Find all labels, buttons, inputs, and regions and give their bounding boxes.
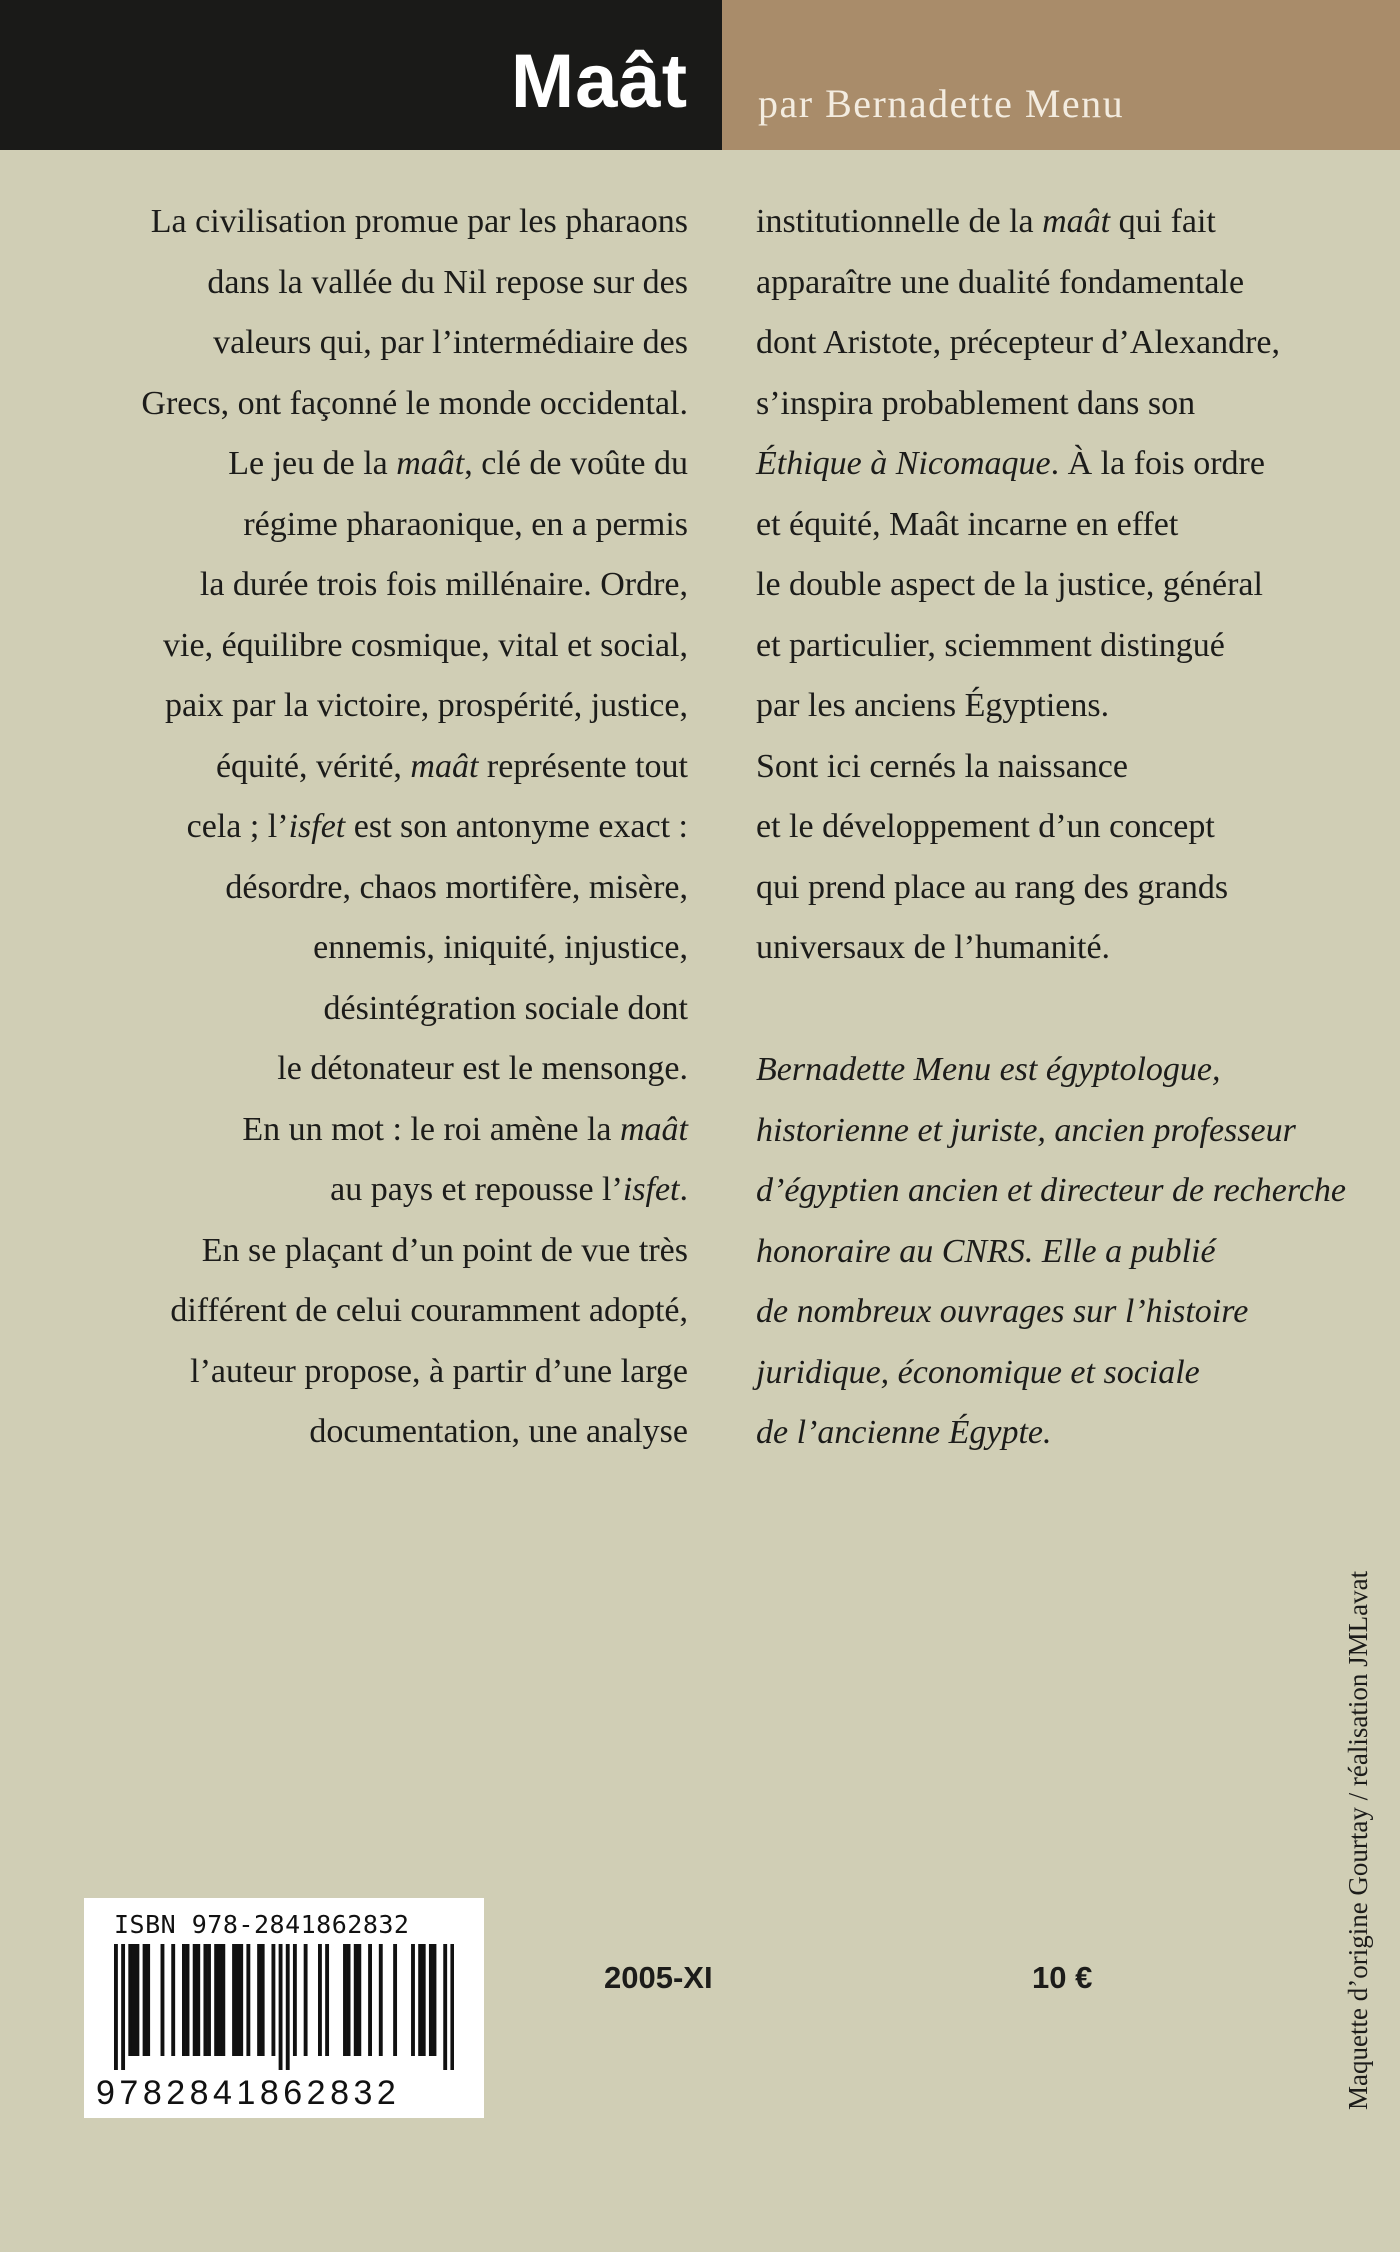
italic-term: isfet: [288, 808, 346, 845]
price: 10 €: [1032, 1960, 1093, 1995]
barcode-bar: [433, 1944, 437, 2056]
text-run: qui fait: [1110, 203, 1216, 240]
summary-line: [0, 918, 688, 979]
barcode-bar: [171, 1944, 175, 2056]
text-run: le détonateur est le mensonge.: [277, 1050, 688, 1087]
text-run: universaux de l’humanité.: [756, 929, 1111, 966]
title-band: [0, 0, 722, 150]
barcode-bar: [128, 1944, 132, 2056]
summary-line: [0, 737, 688, 798]
bio-line: historienne et juriste, ancien professeur: [756, 1111, 1296, 1149]
summary-line: [0, 676, 688, 737]
text-run: et le développement d’un concept: [756, 808, 1215, 845]
barcode-bar: [218, 1944, 222, 2056]
summary-line: [0, 434, 688, 495]
text-run: la durée trois fois millénaire. Ordre,: [199, 566, 688, 603]
barcode-bar: [132, 1944, 136, 2056]
text-run: En un mot : le roi amène la: [242, 1110, 620, 1148]
isbn-label: ISBN 978-2841862832: [114, 1910, 410, 1939]
barcode-bar: [443, 1944, 447, 2070]
barcode-bar: [379, 1944, 383, 2056]
book-title: Maât: [510, 39, 688, 124]
author-biography: [756, 1040, 1376, 1464]
summary-line: [0, 797, 688, 858]
summary-line: [0, 1281, 688, 1342]
summary-line: [756, 676, 1376, 737]
barcode-bar: [418, 1944, 422, 2056]
barcode-bar: [279, 1944, 283, 2070]
summary-line: [756, 434, 1376, 495]
summary-line: [756, 555, 1376, 616]
barcode-bar: [357, 1944, 361, 2056]
text-run: au pays et repousse l’: [330, 1171, 623, 1208]
barcode-bar: [257, 1944, 261, 2056]
summary-line: [756, 858, 1376, 919]
summary-line: [0, 1039, 688, 1100]
summary-line: [756, 192, 1376, 253]
barcode-bar: [236, 1944, 240, 2056]
summary-line: [0, 1402, 688, 1463]
barcode-bar: [161, 1944, 165, 2056]
text-run: équité, vérité,: [215, 747, 411, 785]
text-run: Sont ici cernés la naissance: [756, 747, 1128, 785]
italic-term: Éthique à Nicomaque: [756, 445, 1051, 482]
text-run: valeurs qui, par l’intermédiaire des: [213, 324, 688, 361]
text-run: documentation, une analyse: [309, 1413, 688, 1450]
barcode-bar: [146, 1944, 150, 2056]
barcode-bar: [261, 1944, 265, 2056]
barcode-bar: [304, 1944, 308, 2056]
bio-line: de l’ancienne Égypte.: [756, 1414, 1052, 1451]
barcode-bar: [143, 1944, 147, 2056]
text-run: .: [679, 1171, 688, 1208]
barcode-bar: [114, 1944, 118, 2070]
text-run: Grecs, ont façonné le monde occidental.: [141, 384, 688, 422]
text-run: par les anciens Égyptiens.: [756, 687, 1110, 724]
text-run: dans la vallée du Nil repose sur des: [207, 263, 688, 301]
text-run: s’inspira probablement dans son: [756, 384, 1196, 422]
series-code: 2005-XI: [604, 1960, 713, 1995]
barcode-bar: [271, 1944, 275, 2056]
barcode-bar: [286, 1944, 290, 2070]
text-run: En se plaçant d’un point de vue très: [201, 1231, 688, 1269]
bio-line: juridique, économique et sociale: [756, 1353, 1200, 1391]
barcode-bar: [354, 1944, 358, 2056]
barcode-bar: [207, 1944, 211, 2056]
text-run: le double aspect de la justice, général: [756, 566, 1263, 603]
text-run: dont Aristote, précepteur d’Alexandre,: [756, 324, 1280, 361]
barcode-bar: [239, 1944, 243, 2056]
barcode-bar: [121, 1944, 125, 2070]
text-run: désordre, chaos mortifère, misère,: [225, 868, 688, 906]
bio-line: de nombreux ouvrages sur l’histoire: [756, 1293, 1249, 1330]
barcode-bar: [246, 1944, 250, 2056]
barcode-bar: [325, 1944, 329, 2056]
summary-line: [0, 253, 688, 314]
text-run: institutionnelle de la: [756, 203, 1043, 240]
author-line: par Bernadette Menu: [758, 81, 1125, 126]
summary-line: [0, 1221, 688, 1282]
text-run: ennemis, iniquité, injustice,: [313, 929, 688, 966]
summary-line: [756, 374, 1376, 435]
bio-line: honoraire au CNRS. Elle a publié: [756, 1232, 1216, 1270]
barcode-bar: [450, 1944, 454, 2070]
summary-line: [756, 495, 1376, 556]
italic-term: maât: [410, 747, 479, 785]
text-run: qui prend place au rang des grands: [756, 868, 1229, 906]
barcode-bar: [186, 1944, 190, 2056]
barcode-bar: [347, 1944, 351, 2056]
text-run: La civilisation promue par les pharaons: [150, 203, 688, 240]
bio-line: d’égyptien ancien et directeur de recherche: [756, 1172, 1347, 1209]
barcode-bar: [193, 1944, 197, 2056]
italic-term: maât: [1042, 203, 1111, 240]
barcode-bar: [429, 1944, 433, 2056]
isbn-barcode: [84, 1898, 484, 2118]
barcode-bar: [318, 1944, 322, 2056]
summary-line: [756, 253, 1376, 314]
text-run: désintégration sociale dont: [323, 989, 688, 1027]
summary-line: [0, 616, 688, 677]
barcode-bar: [422, 1944, 426, 2056]
summary-line: [0, 979, 688, 1040]
barcode-bar: [293, 1944, 297, 2056]
barcode-bar: [343, 1944, 347, 2056]
summary-line: [0, 374, 688, 435]
summary-line: [0, 858, 688, 919]
text-run: paix par la victoire, prospérité, justice,: [164, 687, 688, 724]
summary-line: [0, 1160, 688, 1221]
barcode-bar: [393, 1944, 397, 2056]
summary-line: [0, 1342, 688, 1403]
design-credit: Maquette d’origine Gourtay / réalisation JMLavat: [1343, 1570, 1373, 2110]
text-run: est son antonyme exact :: [345, 808, 688, 845]
summary-line: [0, 192, 688, 253]
italic-term: maât: [620, 1110, 688, 1148]
summary-line: [0, 555, 688, 616]
text-run: Le jeu de la: [228, 445, 397, 482]
summary-line: [0, 313, 688, 374]
summary-line: [0, 1100, 688, 1161]
barcode-bars: [114, 1944, 454, 2070]
barcode-bar: [368, 1944, 372, 2056]
text-run: régime pharaonique, en a permis: [243, 505, 688, 543]
text-run: . À la fois ordre: [1050, 445, 1265, 482]
italic-term: isfet: [622, 1171, 680, 1208]
summary-column-right: [756, 192, 1376, 979]
barcode-bar: [411, 1944, 415, 2056]
barcode-bar: [182, 1944, 186, 2056]
barcode-bar: [214, 1944, 218, 2056]
barcode-bar: [203, 1944, 207, 2056]
text-run: vie, équilibre cosmique, vital et social,: [163, 626, 688, 664]
bio-line: Bernadette Menu est égyptologue,: [756, 1051, 1221, 1088]
barcode-bar: [196, 1944, 200, 2056]
summary-line: [756, 918, 1376, 979]
summary-line: [0, 495, 688, 556]
text-run: différent de celui couramment adopté,: [170, 1292, 688, 1329]
text-run: l’auteur propose, à partir d’une large: [190, 1352, 688, 1390]
barcode-bar: [232, 1944, 236, 2056]
summary-line: [756, 616, 1376, 677]
summary-column-left: [0, 192, 688, 1463]
text-run: cela ; l’: [186, 808, 289, 845]
author-band: [722, 0, 1400, 150]
ean-digits: 9782841862832: [96, 2074, 401, 2112]
summary-line: [756, 313, 1376, 374]
text-run: apparaître une dualité fondamentale: [756, 263, 1245, 301]
barcode-bar: [135, 1944, 139, 2056]
text-run: représente tout: [478, 747, 688, 785]
summary-line: [756, 797, 1376, 858]
italic-term: maât: [396, 445, 465, 482]
summary-line: [756, 737, 1376, 798]
text-run: et particulier, sciemment distingué: [756, 626, 1225, 664]
text-run: , clé de voûte du: [464, 445, 688, 482]
text-run: et équité, Maât incarne en effet: [756, 505, 1179, 543]
barcode-bar: [221, 1944, 225, 2056]
